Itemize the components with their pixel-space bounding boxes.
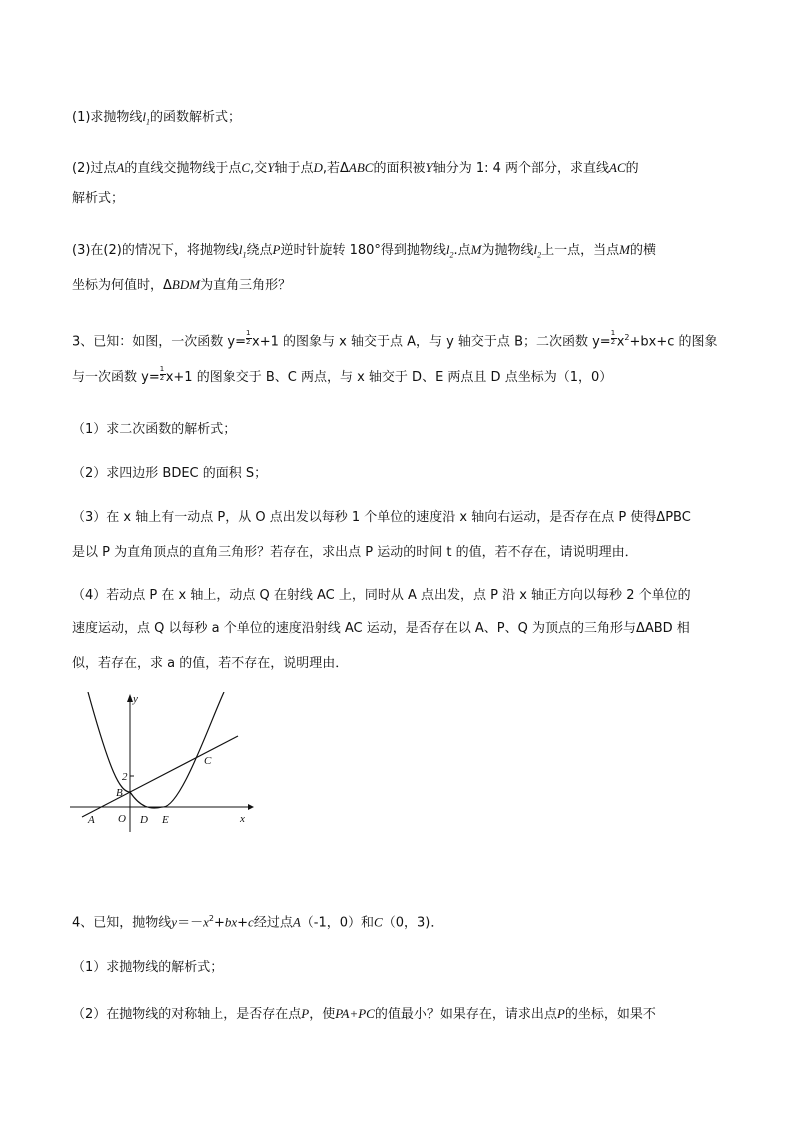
symbol: M <box>619 242 630 257</box>
symbol: C <box>374 914 383 930</box>
p2-q2-line1 <box>72 159 639 178</box>
p2-q1 <box>72 108 241 132</box>
label-E: E <box>162 814 169 826</box>
label-A: A <box>88 814 95 826</box>
text: 坐标为何值时，Δ <box>72 278 172 293</box>
text: ,若Δ <box>322 161 349 176</box>
denominator: 2 <box>159 374 165 382</box>
p3-intro-line1 <box>72 329 718 351</box>
text: ＝－ <box>177 915 204 931</box>
symbol: ABC <box>348 160 374 175</box>
symbol: bx <box>224 914 238 930</box>
symbol: A <box>292 914 301 930</box>
symbol: l <box>533 242 538 257</box>
p3-q3-line2: 是以 P 为直角顶点的直角三角形？若存在，求出点 P 运动的时间 t 的值，若不存在，请说明理由． <box>72 545 638 560</box>
label-2: 2 <box>122 771 128 783</box>
text: ，使 <box>309 1007 336 1022</box>
symbol: D <box>313 160 323 175</box>
p3-q2: （2）求四边形 BDEC 的面积 S； <box>72 466 268 481</box>
p3-q4-line1: （4）若动点 P 在 x 轴上，动点 Q 在射线 AC 上，同时从 A 点出发，点 P 沿 x 轴正方向以每秒 2 个单位的 <box>72 588 691 603</box>
denominator: 2 <box>246 338 251 347</box>
numerator: 1 <box>159 365 165 373</box>
coordinate-figure <box>70 692 255 837</box>
text: 的坐标，如果不 <box>564 1007 656 1022</box>
text: (2)过点 <box>72 161 117 176</box>
p3-q4-line2: 速度运动，点 Q 以每秒 a 个单位的速度沿射线 AC 运动，是否存在以 A、P、Q 为顶点的三角形与ΔABD 相 <box>72 621 690 636</box>
label-O: O <box>118 813 126 825</box>
label-x: x <box>240 813 245 825</box>
text: + <box>237 915 249 931</box>
p2-q2-line2: 解析式； <box>72 191 125 206</box>
text: 的面积被 <box>373 161 426 176</box>
text: x <box>616 334 625 350</box>
p3-q3-line1: （3）在 x 轴上有一动点 P，从 O 点出发以每秒 1 个单位的速度沿 x 轴向右运动，是否存在点 P 使得ΔPBC <box>72 510 691 525</box>
symbol: l <box>238 242 243 257</box>
denominator: 2 <box>610 338 616 347</box>
label-C: C <box>204 755 212 767</box>
fraction <box>610 329 617 347</box>
text: 4、已知，抛物线 <box>72 915 172 931</box>
text: （-1，0）和 <box>300 915 375 931</box>
symbol: Y <box>267 160 275 175</box>
symbol: A <box>116 160 125 175</box>
symbol: Y <box>425 160 433 175</box>
text: 的值最小？如果存在，请求出点 <box>374 1007 557 1022</box>
symbol: c <box>248 914 254 930</box>
subscript: 2 <box>449 250 454 260</box>
text: (1)求抛物线 <box>72 110 143 125</box>
label-B: B <box>116 787 123 799</box>
label-y: y <box>133 693 138 705</box>
linear-function-line <box>82 736 238 817</box>
text: 轴于点 <box>274 161 314 176</box>
subscript: 1 <box>146 117 151 127</box>
symbol: PA+PC <box>335 1006 375 1021</box>
text: 逆时针旋转 180°得到抛物线 <box>280 243 446 258</box>
p3-q1: （1）求二次函数的解析式； <box>72 422 237 437</box>
symbol: P <box>556 1006 565 1021</box>
p4-intro <box>72 910 443 932</box>
text: + <box>213 915 225 931</box>
symbol: x <box>203 914 209 930</box>
text: 经过点 <box>253 915 293 931</box>
superscript: 2 <box>624 333 630 342</box>
numerator: 1 <box>246 329 251 338</box>
p2-q3-line2 <box>72 276 291 295</box>
symbol: P <box>301 1006 310 1021</box>
numerator: 1 <box>610 329 616 338</box>
symbol: l <box>445 242 450 257</box>
text: (3)在(2)的情况下，将抛物线 <box>72 243 239 258</box>
x-axis-arrow <box>248 804 254 810</box>
symbol: y <box>171 914 178 930</box>
text: +bx+c 的图象 <box>629 334 718 350</box>
p2-q3-line1 <box>72 241 656 265</box>
text: （2）在抛物线的对称轴上，是否存在点 <box>72 1007 302 1022</box>
text: x+1 的图象交于 B、C 两点，与 x 轴交于 D、E 两点且 D 点坐标为（1，0） <box>165 370 613 385</box>
text: 绕点 <box>246 243 273 258</box>
text: 的 <box>625 161 639 176</box>
text: 为直角三角形？ <box>200 278 292 293</box>
parabola <box>88 692 224 808</box>
text: .点 <box>453 243 471 258</box>
text: （0，3)． <box>382 915 444 931</box>
label-D: D <box>140 814 148 826</box>
p4-q1: （1）求抛物线的解析式； <box>72 960 224 975</box>
text: 上一点，当点 <box>541 243 620 258</box>
symbol: C <box>241 160 251 175</box>
text: 的函数解析式； <box>150 110 242 125</box>
text: x+1 的图象与 x 轴交于点 A，与 y 轴交于点 B；二次函数 y= <box>252 334 611 350</box>
subscript: 2 <box>537 250 542 260</box>
fraction <box>159 365 166 383</box>
text: 与一次函数 y= <box>72 370 160 385</box>
text: 轴分为 1: 4 两个部分，求直线 <box>432 161 610 176</box>
text: ,交 <box>250 161 268 176</box>
subscript: 1 <box>242 250 247 260</box>
symbol: AC <box>609 160 626 175</box>
symbol: M <box>470 242 482 257</box>
symbol: l <box>142 109 147 124</box>
p3-q4-line3: 似，若存在，求 a 的值，若不存在，说明理由． <box>72 656 349 671</box>
p4-q2 <box>72 1005 656 1024</box>
symbol: BDM <box>171 277 201 292</box>
text: 3、已知：如图，一次函数 y= <box>72 334 246 350</box>
fraction <box>246 329 252 347</box>
symbol: P <box>272 242 281 257</box>
text: 为抛物线 <box>481 243 534 258</box>
p3-intro-line2 <box>72 365 613 387</box>
text: 的横 <box>630 243 657 258</box>
text: 的直线交抛物线于点 <box>124 161 242 176</box>
superscript: 2 <box>208 914 214 923</box>
